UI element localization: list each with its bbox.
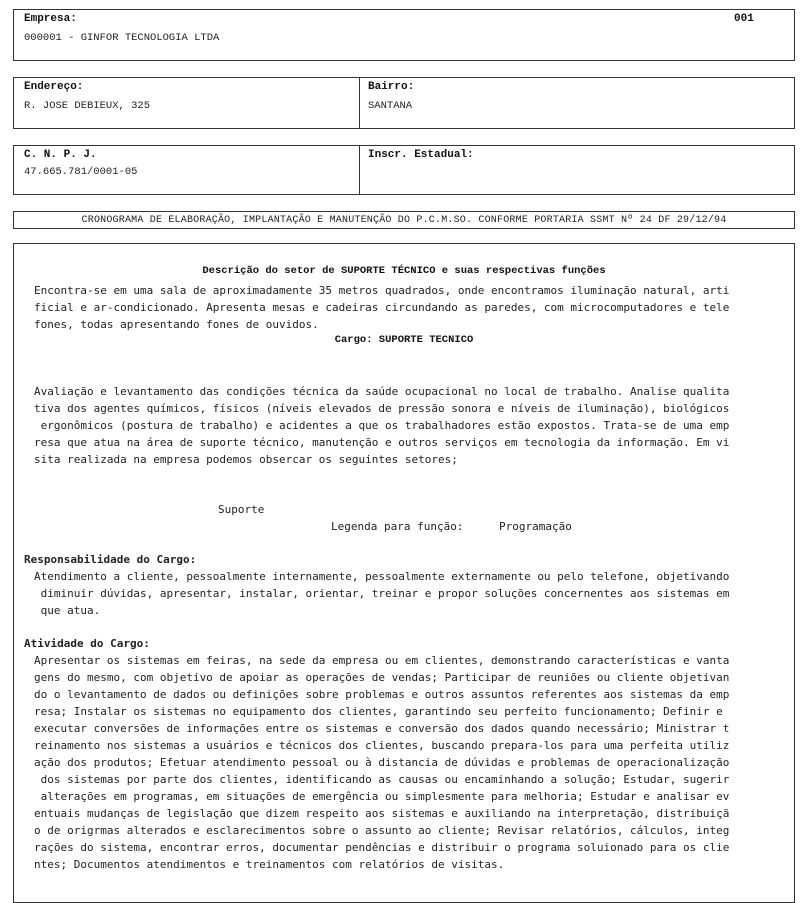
activity-line: rações do sistema, encontrar erros, documentar pendências e distribuir o programa soluionado para os clie	[34, 841, 730, 854]
cargo-title: Cargo: SUPORTE TECNICO	[334, 334, 474, 346]
activity-line: alterações em programas, em situações de emergência ou simplesmente para melhoria; Estudar e analisar ev	[34, 790, 730, 803]
legend-value: Programação	[499, 520, 572, 533]
activity-line: entuais mudanças de legislação que dizem respeito aos sistemas e auxiliando na interpretação, distribuiçã	[34, 807, 730, 820]
district-label: Bairro:	[368, 81, 415, 93]
responsibility-line: diminuir dúvidas, apresentar, instalar, orientar, treinar e propor soluções concernentes aos sistemas em	[34, 587, 730, 600]
intro-line: ficial e ar-condicionado. Apresenta mesas e cadeiras circundando as paredes, com microcomputadores e tele	[34, 301, 730, 314]
responsibility-line: que atua.	[34, 604, 101, 617]
activity-line: gens do mesmo, com objetivo de apoiar as operações de vendas; Participar de reuniões ou cliente objetivan	[34, 671, 730, 684]
intro-line: fones, todas apresentando fones de ouvidos.	[34, 318, 319, 331]
cnpj-value: 47.665.781/0001-05	[24, 166, 138, 178]
evaluation-line: tiva dos agentes químicos, físicos (níveis elevados de pressão sonora e níveis de iluminação), biológicos	[34, 402, 730, 415]
company-label: Empresa:	[24, 13, 77, 25]
company-number: 001	[734, 13, 754, 25]
legend-label: Legenda para função:	[331, 520, 464, 533]
activity-line: reinamento nos sistemas a usuários e técnicos dos clientes, buscando prepara-los para uma perfeita utiliz	[34, 739, 730, 752]
address-box	[13, 77, 795, 129]
intro-line: Encontra-se em uma sala de aproximadamente 35 metros quadrados, onde encontramos iluminação natural, arti	[34, 284, 730, 297]
company-value: 000001 - GINFOR TECNOLOGIA LTDA	[24, 32, 220, 44]
activity-line: Apresentar os sistemas em feiras, na sede da empresa ou em clientes, demonstrando características e vanta	[34, 654, 730, 667]
state-registration-label: Inscr. Estadual:	[368, 149, 474, 161]
description-box	[13, 243, 795, 903]
district-value: SANTANA	[368, 100, 413, 112]
activity-line: o de origrmas alterados e esclarecimentos sobre o assunto ao cliente; Revisar relatórios, cálculos, integ	[34, 824, 730, 837]
cnpj-label: C. N. P. J.	[24, 149, 97, 161]
activity-line: ntes; Documentos atendimentos e treinamentos com relatórios de visitas.	[34, 858, 505, 871]
evaluation-line: resa que atua na área de suporte técnico, manutenção e outros serviços em tecnologia da informação. Em vi	[34, 436, 730, 449]
activity-line: dos sistemas por parte dos clientes, identificando as causas ou encaminhando a solução; Estudar, sugerir	[34, 773, 730, 786]
registry-box	[13, 145, 795, 195]
address-divider	[359, 78, 360, 128]
activity-line: resa; Instalar os sistemas no equipamento dos clientes, garantindo seu perfeito funcionamento; Definir e	[34, 705, 723, 718]
responsibility-line: Atendimento a cliente, pessoalmente internamente, pessoalmente externamente ou pelo telefone, objetivando	[34, 570, 730, 583]
address-label: Endereço:	[24, 81, 84, 93]
address-value: R. JOSE DEBIEUX, 325	[24, 100, 151, 112]
evaluation-line: ergonômicos (postura de trabalho) e acidentes a que os trabalhadores estão expostos. Trata-se de uma emp	[34, 419, 730, 432]
schedule-banner	[13, 211, 795, 229]
responsibility-title: Responsabilidade do Cargo:	[24, 553, 197, 566]
activity-title: Atividade do Cargo:	[24, 637, 150, 650]
evaluation-line: sita realizada na empresa podemos obsercar os seguintes setores;	[34, 453, 458, 466]
sector-name: Suporte	[218, 503, 265, 516]
evaluation-line: Avaliação e levantamento das condições técnica da saúde ocupacional no local de trabalho. Analise qualita	[34, 385, 730, 398]
activity-line: ação dos produtos; Efetuar atendimento pessoal ou à distancia de dúvidas e problemas de operacionalização	[34, 756, 730, 769]
schedule-banner-text: CRONOGRAMA DE ELABORAÇÃO, IMPLANTAÇÃO E MANUTENÇÃO DO P.C.M.SO. CONFORME PORTARIA SSMT Nº 24 DF 29/12/94	[81, 215, 727, 226]
activity-line: executar conversões de informações entre os sistemas e conversão dos dados quando necessário; Ministrar t	[34, 722, 730, 735]
section-title: Descrição do setor de SUPORTE TÉCNICO e suas respectivas funções	[202, 265, 606, 277]
activity-line: do o levantamento de dados ou definições sobre problemas e outros assuntos referentes aos sistemas da emp	[34, 688, 730, 701]
registry-divider	[359, 146, 360, 194]
company-box	[13, 9, 795, 61]
